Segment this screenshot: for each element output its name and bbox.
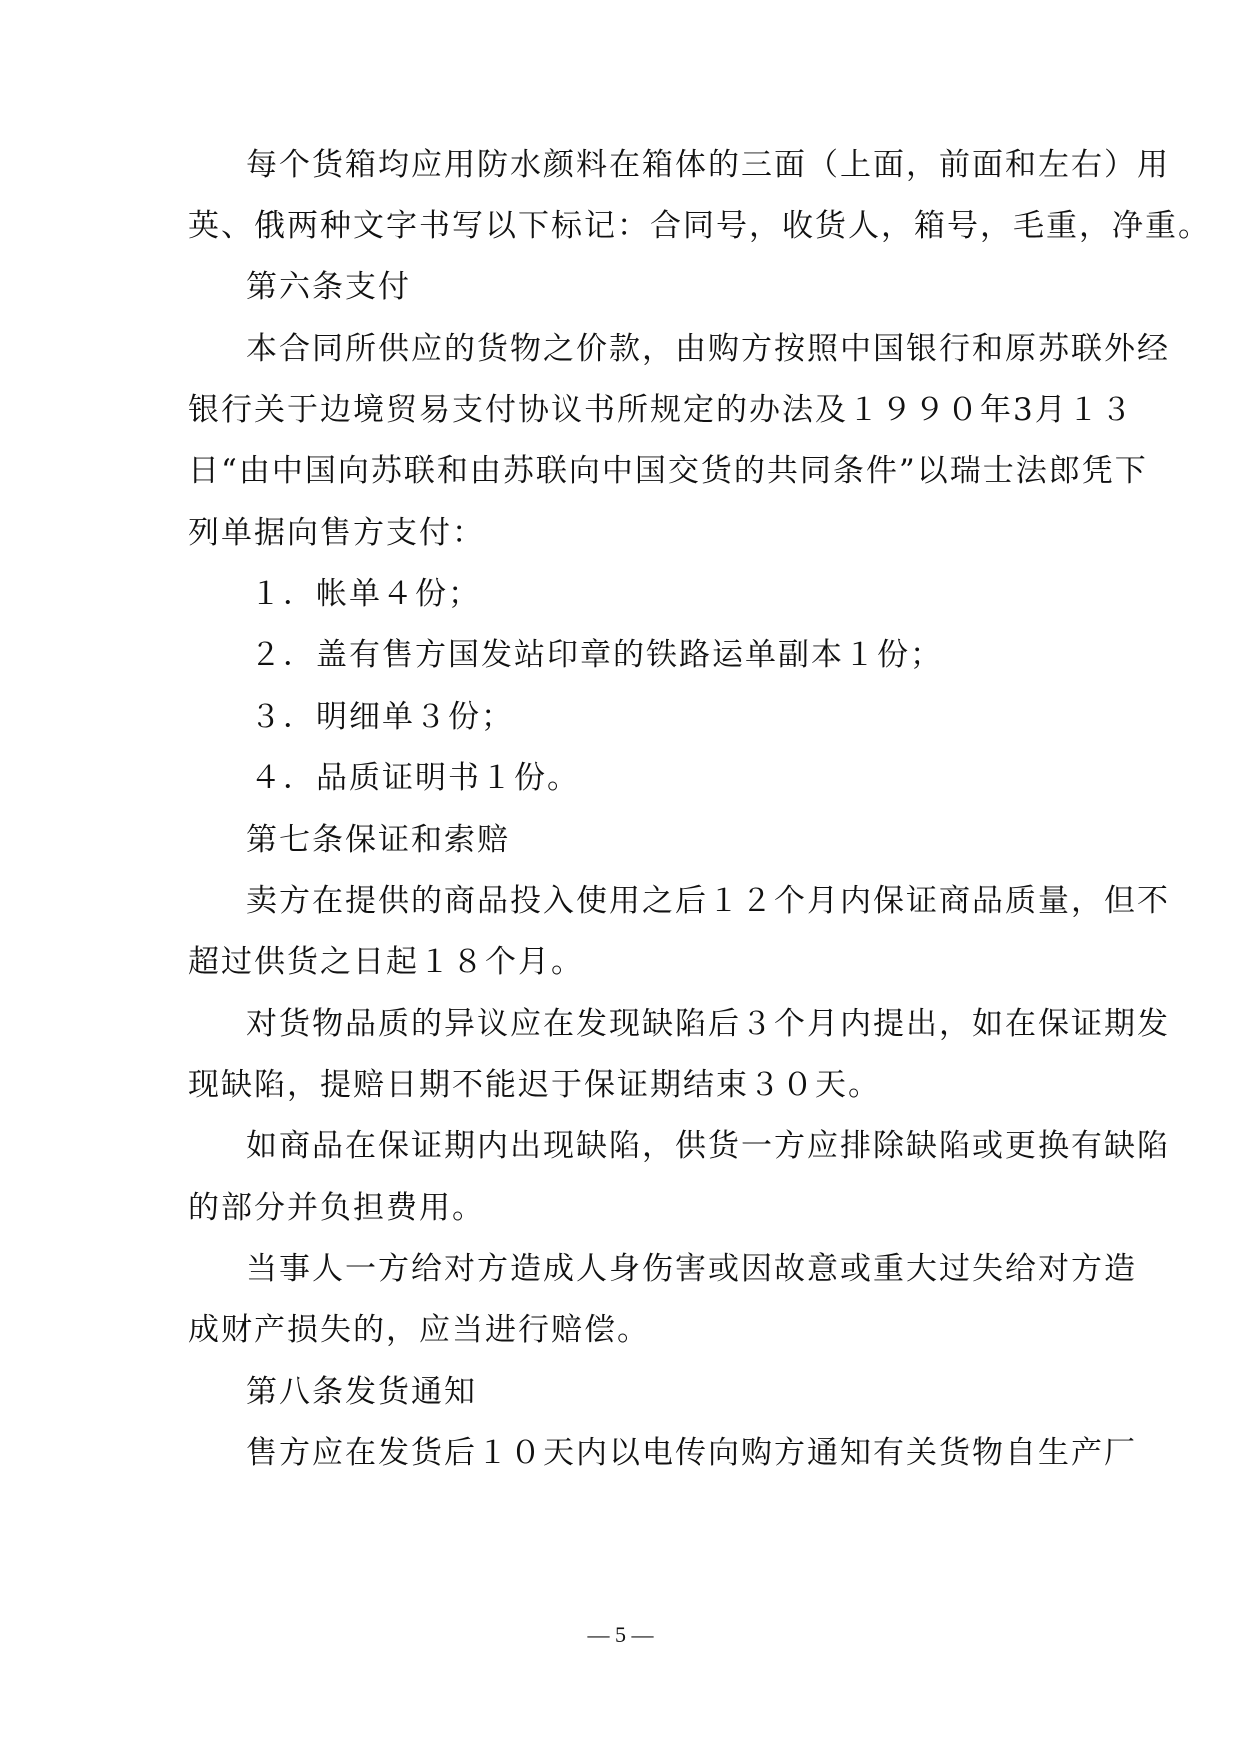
paragraph-line: 现缺陷，提赔日期不能迟于保证期结束３０天。	[188, 1067, 881, 1103]
paragraph-line: 的部分并负担费用。	[188, 1190, 485, 1226]
paragraph-line: 当事人一方给对方造成人身伤害或因故意或重大过失给对方造	[246, 1251, 1137, 1287]
section-heading: 第六条支付	[246, 269, 411, 305]
paragraph-line: 银行关于边境贸易支付协议书所规定的办法及１９９０年3月１３	[188, 392, 1134, 428]
paragraph-line: 售方应在发货后１０天内以电传向购方通知有关货物自生产厂	[246, 1435, 1137, 1471]
paragraph-line: 超过供货之日起１８个月。	[188, 944, 584, 980]
list-item: ４．品质证明书１份。	[250, 760, 580, 796]
paragraph-line: 每个货箱均应用防水颜料在箱体的三面（上面，前面和左右）用	[246, 147, 1170, 183]
paragraph-line: 卖方在提供的商品投入使用之后１２个月内保证商品质量，但不	[246, 883, 1170, 919]
paragraph-line: 如商品在保证期内出现缺陷，供货一方应排除缺陷或更换有缺陷	[246, 1128, 1170, 1164]
paragraph-line: 列单据向售方支付：	[188, 515, 485, 551]
paragraph-line: 成财产损失的，应当进行赔偿。	[188, 1312, 650, 1348]
paragraph-line: 对货物品质的异议应在发现缺陷后３个月内提出，如在保证期发	[246, 1006, 1170, 1042]
list-item: ２．盖有售方国发站印章的铁路运单副本１份；	[250, 637, 943, 673]
section-heading: 第七条保证和索赔	[246, 822, 510, 858]
section-heading: 第八条发货通知	[246, 1374, 477, 1410]
list-item: ３．明细单３份；	[250, 699, 514, 735]
paragraph-line: 英、俄两种文字书写以下标记：合同号，收货人，箱号，毛重，净重。	[188, 208, 1211, 244]
page-number: — 5 —	[587, 1622, 654, 1647]
paragraph-line: 日“由中国向苏联和由苏联向中国交货的共同条件”以瑞士法郎凭下	[188, 453, 1148, 489]
list-item: １．帐单４份；	[250, 576, 481, 612]
paragraph-line: 本合同所供应的货物之价款，由购方按照中国银行和原苏联外经	[246, 331, 1170, 367]
